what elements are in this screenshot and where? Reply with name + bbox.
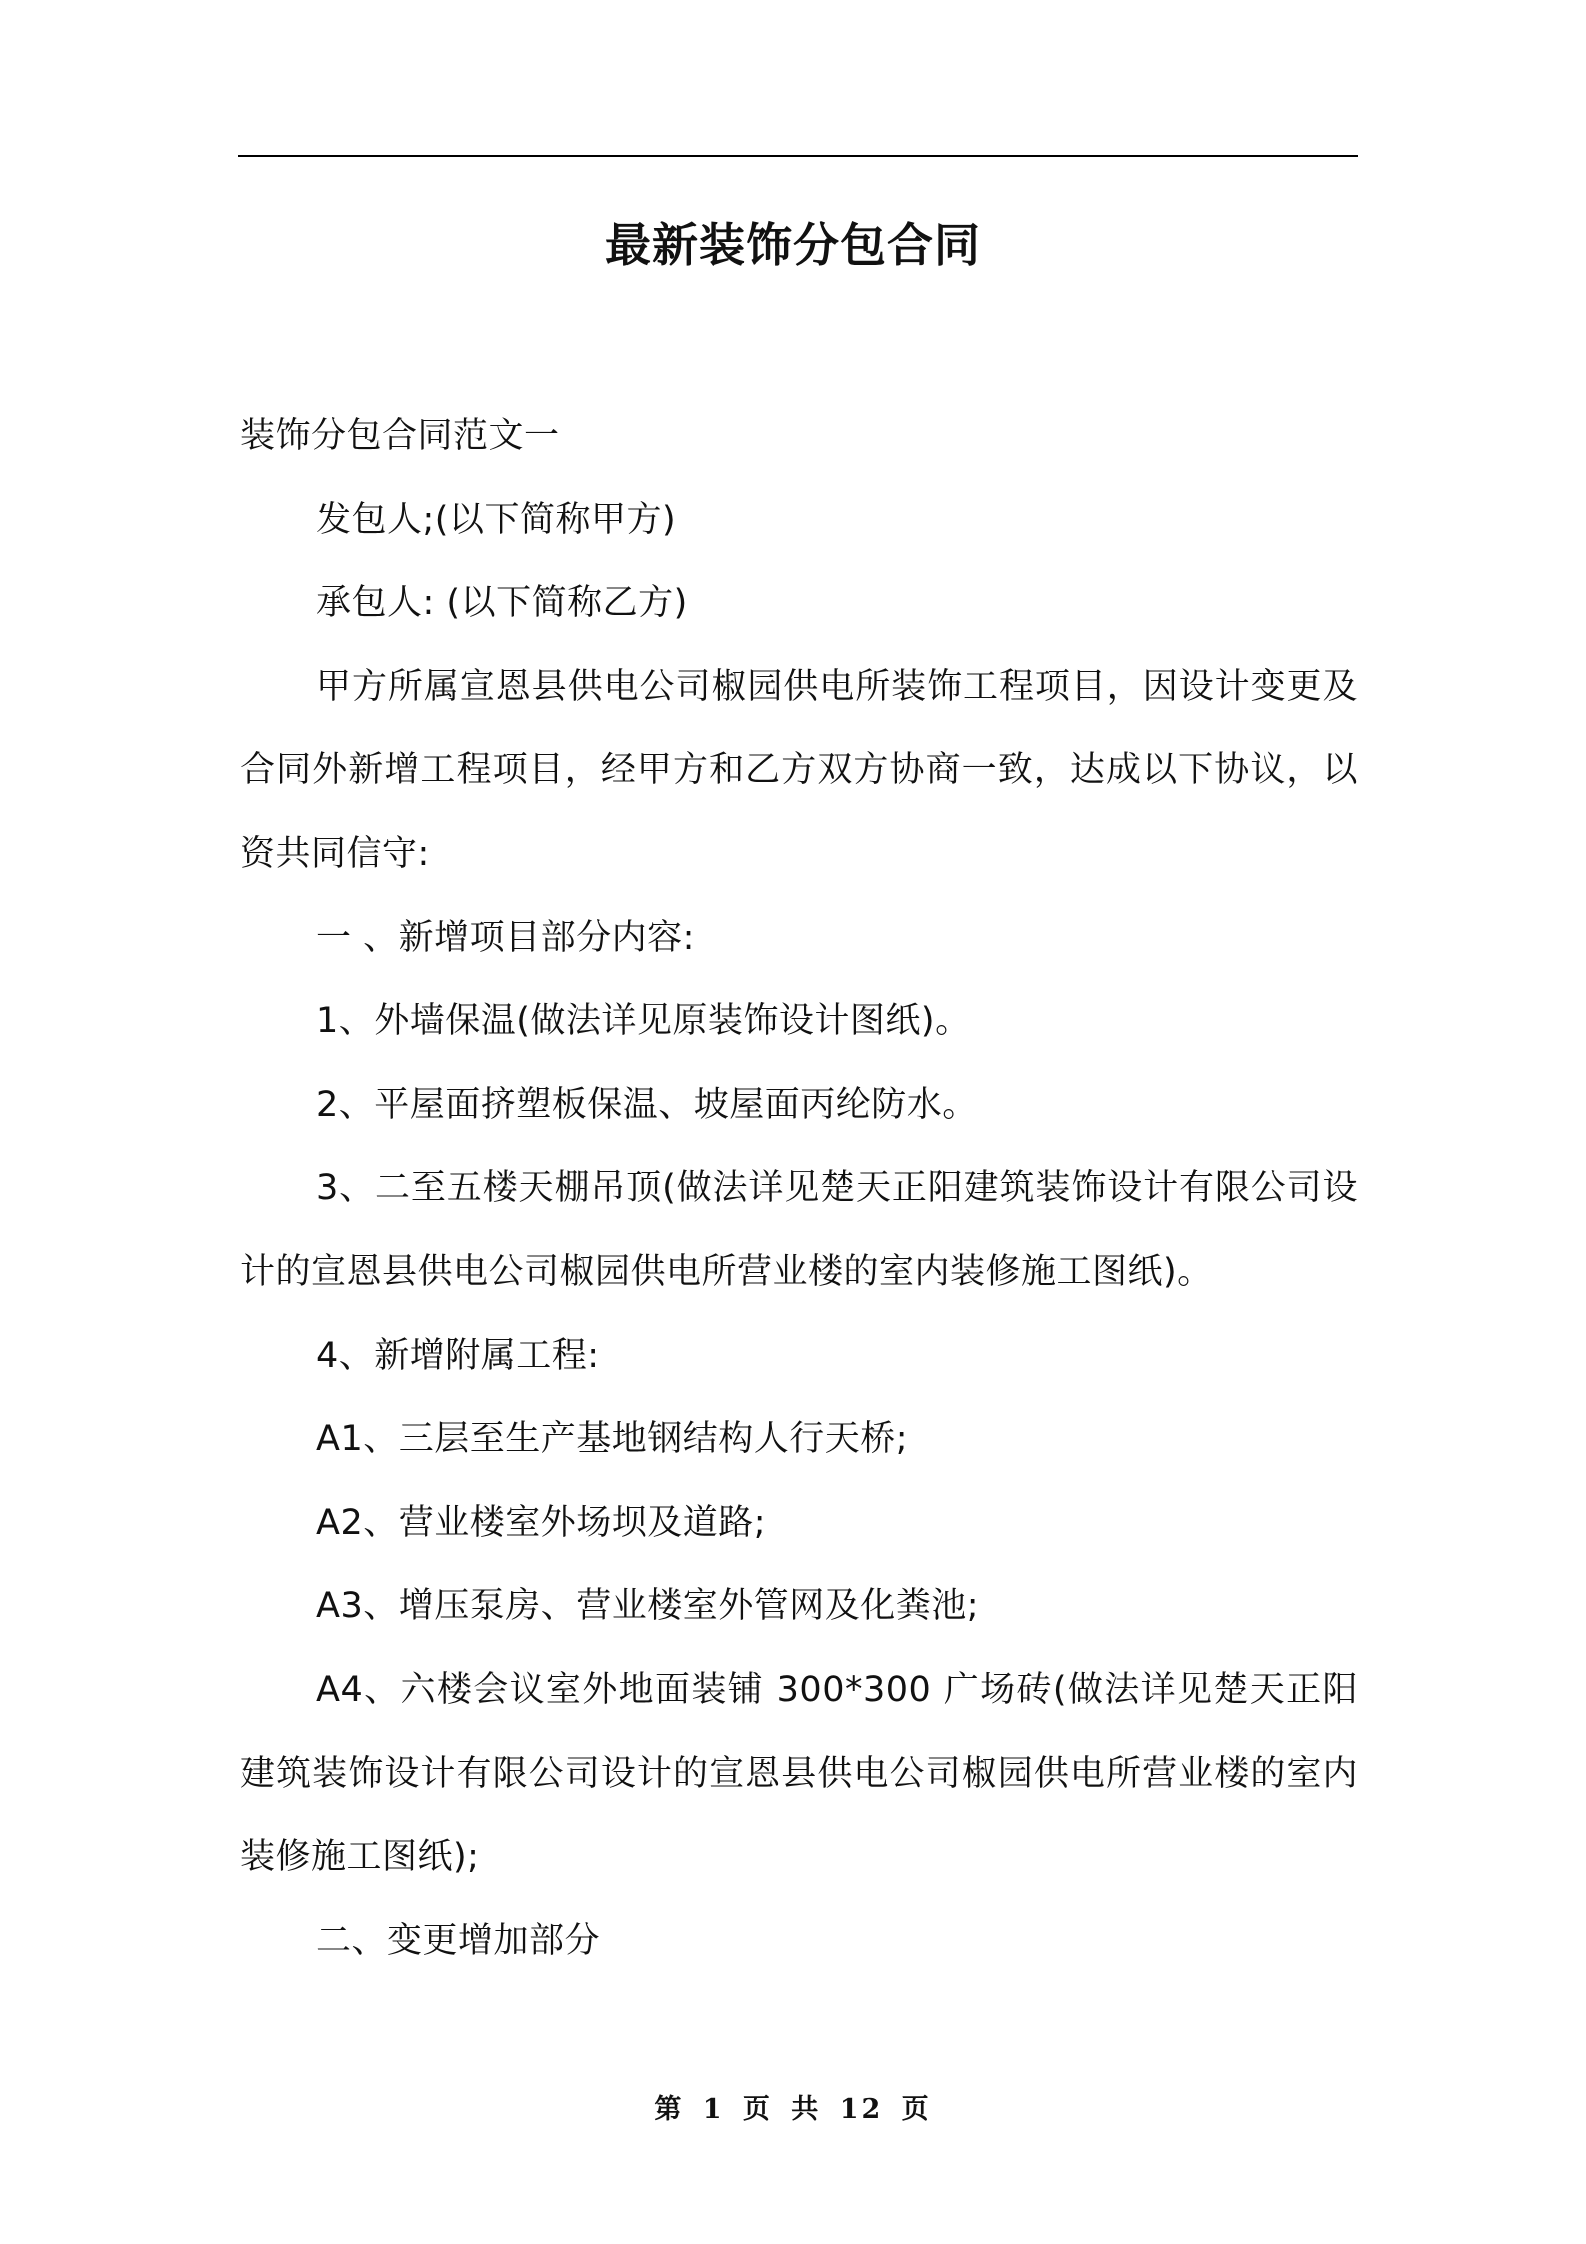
document-body — [240, 395, 1358, 1983]
party-a-line: 发包人;(以下简称甲方) — [316, 499, 677, 540]
document-title: 最新装饰分包合同 — [605, 218, 981, 272]
clause-item-1: 1、外墙保温(做法详见原装饰设计图纸)。 — [316, 1001, 971, 1042]
page-indicator: 第 1 页 共 12 页 — [654, 2094, 932, 2125]
clause-item-2: 2、平屋面挤塑板保温、坡屋面丙纶防水。 — [316, 1084, 978, 1125]
clause-heading-new-items: 一 、新增项目部分内容: — [316, 917, 695, 958]
sub-item-a3: A3、增压泵房、营业楼室外管网及化粪池; — [316, 1586, 980, 1627]
header-rule — [238, 155, 1358, 157]
sub-item-a1: A1、三层至生产基地钢结构人行天桥; — [316, 1419, 909, 1460]
party-b-line: 承包人: (以下简称乙方) — [316, 583, 688, 624]
sub-item-a4: A4、六楼会议室外地面装铺 300*300 广场砖(做法详见楚天正阳建筑装饰设计有限公司设计的宣恩县供电公司椒园供电所营业楼的室内装修施工图纸); — [240, 1669, 1358, 1878]
clause-item-3: 3、二至五楼天棚吊顶(做法详见楚天正阳建筑装饰设计有限公司设计的宣恩县供电公司椒园供电所营业楼的室内装修施工图纸)。 — [240, 1168, 1358, 1292]
clause-heading-changes: 二、变更增加部分 — [316, 1920, 601, 1961]
preamble-paragraph: 甲方所属宣恩县供电公司椒园供电所装饰工程项目，因设计变更及合同外新增工程项目，经甲方和乙方双方协商一致，达成以下协议，以资共同信守: — [240, 666, 1358, 874]
sub-item-a2: A2、营业楼室外场坝及道路; — [316, 1502, 767, 1543]
section-heading: 装饰分包合同范文一 — [240, 416, 560, 456]
clause-item-4: 4、新增附属工程: — [316, 1335, 600, 1376]
